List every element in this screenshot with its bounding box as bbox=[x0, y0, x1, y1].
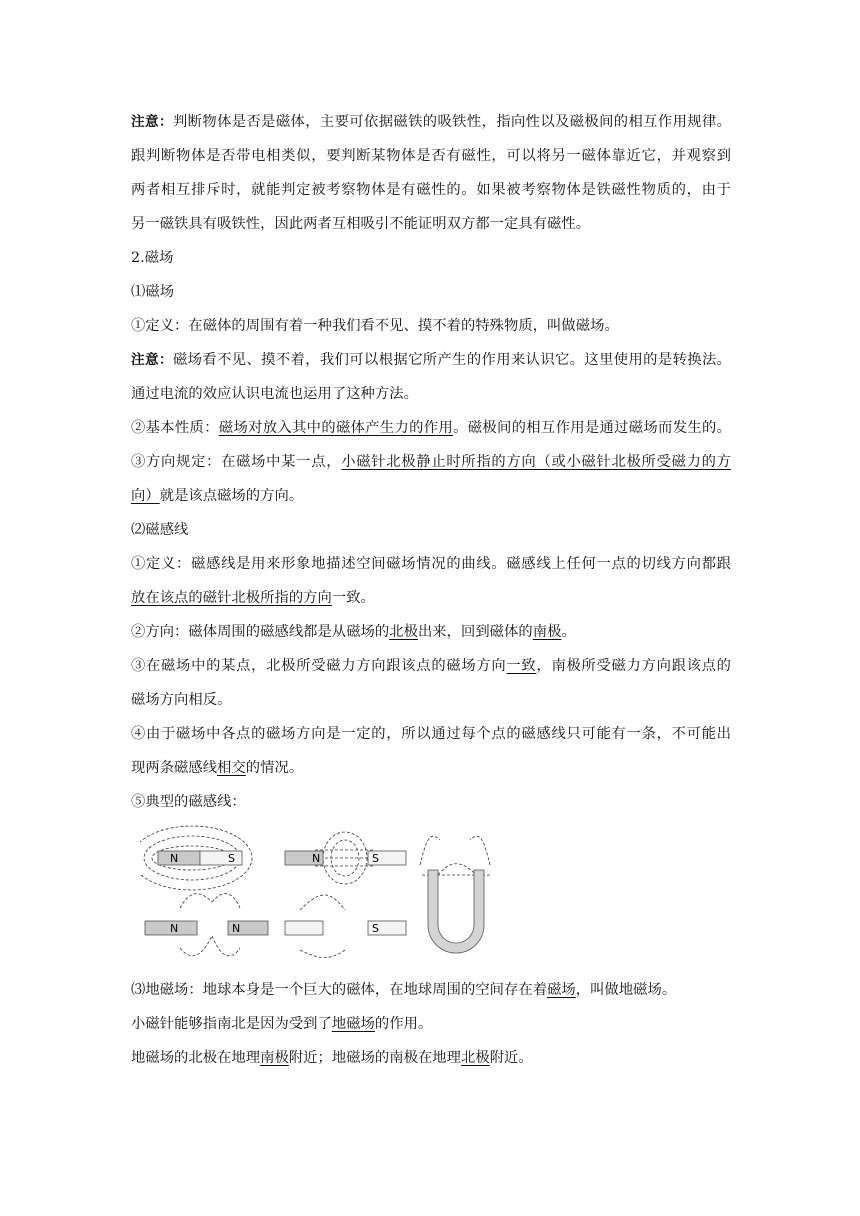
field-lines-figure bbox=[140, 820, 520, 960]
note1-label: 注意： bbox=[131, 114, 173, 130]
no-crossing-line-2 bbox=[131, 758, 731, 778]
no-crossing-pre: 现两条磁感线 bbox=[131, 760, 218, 776]
compass-line bbox=[131, 1014, 731, 1034]
poles-post: 附近。 bbox=[489, 1050, 533, 1066]
note1-line-4: 另一磁铁具有吸铁性，因此两者互相吸引不能证明双方都一定具有磁性。 bbox=[131, 216, 591, 232]
geomagnetic-line-1 bbox=[131, 980, 731, 1000]
note1-line-2: 跟判断物体是否带电相类似，要判断某物体是否有磁性，可以将另一磁体靠近它，并观察到 bbox=[131, 148, 731, 164]
pair-n-label: N bbox=[312, 852, 321, 865]
geomagnetic-post: ，叫做地磁场。 bbox=[575, 982, 677, 998]
direction-rule-answer-2: 向） bbox=[131, 488, 160, 504]
pair-s-label: S bbox=[372, 852, 379, 865]
basic-property-answer: 磁场对放入其中的磁体产生力的作用 bbox=[218, 420, 454, 436]
no-crossing-line-1: ④由于磁场中各点的磁场方向是一定的，所以通过每个点的磁感线只可能有一条，不可能出 bbox=[131, 726, 731, 742]
pole-force-post: ，南极所受磁力方向跟该点的 bbox=[536, 658, 731, 674]
note1-line-1 bbox=[131, 112, 731, 132]
no-crossing-post: 的情况。 bbox=[245, 760, 304, 776]
compass-post: 的作用。 bbox=[374, 1016, 433, 1032]
field-lines-def-text: 一致。 bbox=[331, 590, 375, 606]
no-crossing-answer: 相交 bbox=[217, 760, 246, 776]
note2-line-2: 通过电流的效应认识电流也运用了这种方法。 bbox=[131, 386, 418, 402]
geomagnetic-pre: ⑶地磁场：地球本身是一个巨大的磁体，在地球周围的空间存在着 bbox=[131, 982, 548, 998]
field-lines-def-line-1: ①定义：磁感线是用来形象地描述空间磁场情况的曲线。磁感线上任何一点的切线方向都跟 bbox=[131, 556, 731, 572]
poles-mid: 附近；地磁场的南极在地理 bbox=[288, 1050, 461, 1066]
subheading-magnetic-field: ⑴磁场 bbox=[131, 284, 175, 300]
magnet1-n-label: N bbox=[170, 852, 179, 865]
field-lines-diagram bbox=[140, 820, 520, 960]
magnet1-s-label: S bbox=[228, 852, 235, 865]
pole-force-answer: 一致 bbox=[506, 658, 537, 674]
field-lines-direction-line bbox=[131, 622, 731, 642]
direction-rule-line-2 bbox=[131, 486, 731, 506]
poles-answer-1: 南极 bbox=[260, 1050, 289, 1066]
field-lines-direction-answer-2: 南极 bbox=[532, 624, 562, 640]
note1-text-1: 判断物体是否是磁体，主要可依据磁铁的吸铁性，指向性以及磁极间的相互作用规律。 bbox=[172, 114, 731, 130]
pole-force-pre: ③在磁场中的某点，北极所受磁力方向跟该点的磁场方向 bbox=[131, 658, 507, 674]
pole-force-line-2: 磁场方向相反。 bbox=[131, 692, 232, 708]
basic-property-line bbox=[131, 418, 731, 438]
direction-rule-answer-1: 小磁针北极静止时所指的方向（或小磁针北极所受磁力的方 bbox=[341, 454, 731, 470]
note2-line-1 bbox=[131, 350, 731, 370]
field-lines-def-line-2 bbox=[131, 588, 731, 608]
subheading-field-lines: ⑵磁感线 bbox=[131, 522, 189, 538]
poles-answer-2: 北极 bbox=[461, 1050, 490, 1066]
geomagnetic-answer: 磁场 bbox=[547, 982, 576, 998]
field-lines-direction-pre: ②方向：磁体周围的磁感线都是从磁场的 bbox=[131, 624, 390, 640]
basic-property-text: 。磁极间的相互作用是通过磁场而发生的。 bbox=[453, 420, 731, 436]
section-heading: 2.磁场 bbox=[131, 250, 174, 266]
field-lines-direction-post: 。 bbox=[561, 624, 576, 640]
nn-left-label: N bbox=[170, 922, 179, 935]
field-lines-direction-answer-1: 北极 bbox=[389, 624, 418, 640]
compass-answer: 地磁场 bbox=[331, 1016, 375, 1032]
field-lines-def-answer: 放在该点的磁针北极所指的方向 bbox=[131, 590, 332, 606]
nn-right-label: N bbox=[232, 922, 241, 935]
ss-right-label: S bbox=[372, 922, 379, 935]
basic-property-label: ②基本性质： bbox=[131, 420, 219, 436]
geomagnetic-poles-line bbox=[131, 1048, 731, 1068]
compass-pre: 小磁针能够指南北是因为受到了 bbox=[131, 1016, 332, 1032]
note2-label: 注意： bbox=[131, 352, 173, 368]
pole-force-line-1 bbox=[131, 656, 731, 676]
typical-field-lines-heading: ⑤典型的磁感线： bbox=[131, 794, 246, 810]
field-lines-direction-mid: 出来，回到磁体的 bbox=[417, 624, 533, 640]
direction-rule-label: ③方向规定：在磁场中某一点， bbox=[131, 454, 342, 470]
note2-text-1: 磁场看不见、摸不着，我们可以根据它所产生的作用来认识它。这里使用的是转换法。 bbox=[172, 352, 731, 368]
direction-rule-text: 就是该点磁场的方向。 bbox=[159, 488, 304, 504]
direction-rule-line-1 bbox=[131, 452, 731, 472]
note1-line-3: 两者相互排斥时，就能判定被考察物体是有磁性的。如果被考察物体是铁磁性物质的，由于 bbox=[131, 182, 731, 198]
definition-magnetic-field: ①定义：在磁体的周围有着一种我们看不见、摸不着的特殊物质，叫做磁场。 bbox=[131, 318, 619, 334]
poles-pre: 地磁场的北极在地理 bbox=[131, 1050, 261, 1066]
